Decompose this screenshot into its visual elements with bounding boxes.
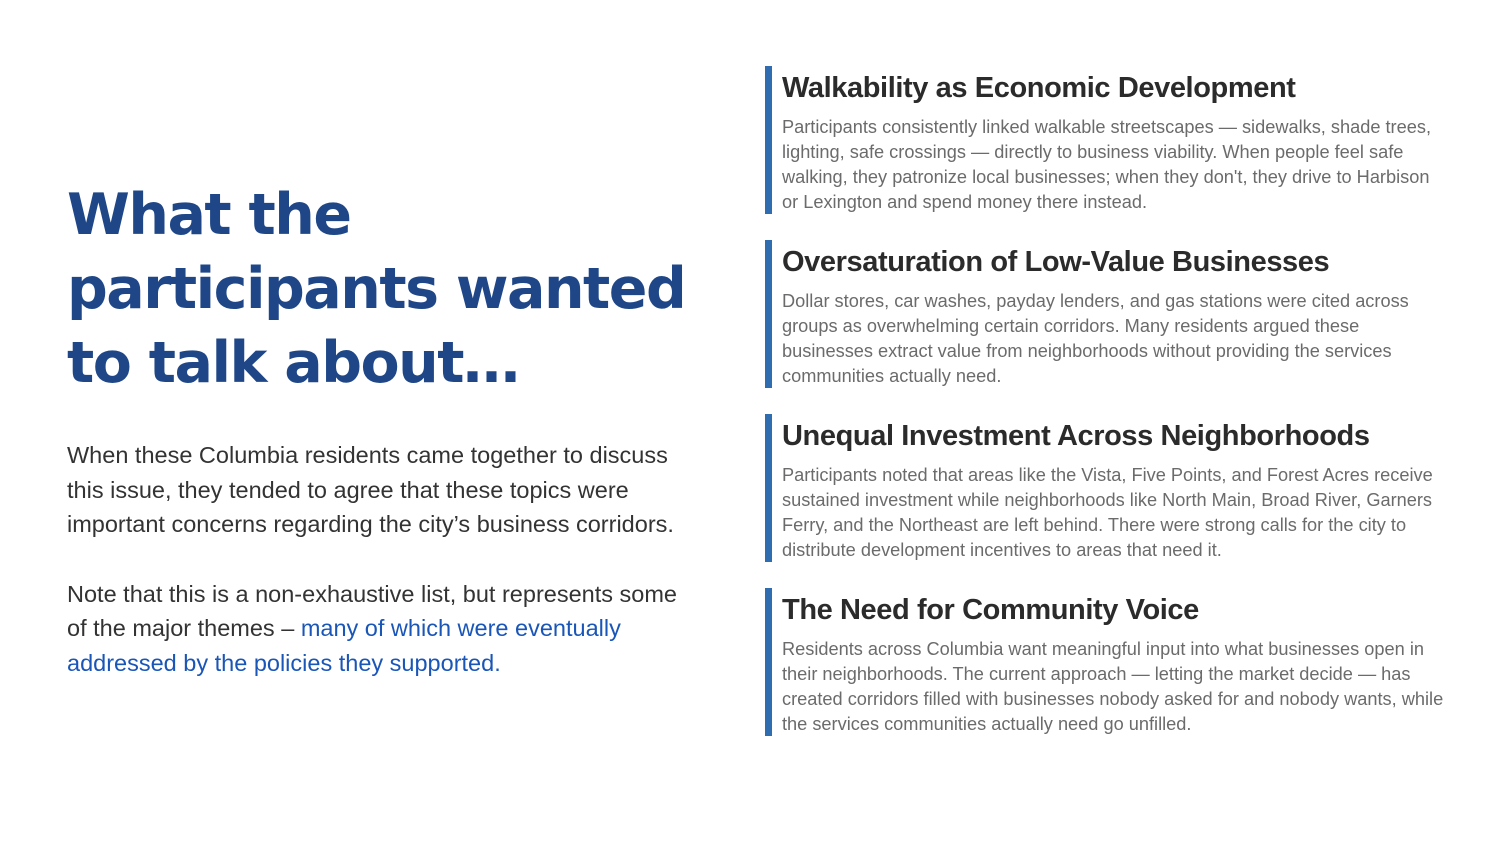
theme-description: Dollar stores, car washes, payday lenders, and gas stations were cited across groups as overwhelming certain corridors. Many residents argued these businesses extract value from neighborhoods without providing the services communities actually need.	[782, 291, 1409, 386]
theme-title: Unequal Investment Across Neighborhoods	[782, 420, 1370, 452]
page-title-line-1: What the	[67, 182, 351, 248]
intro-paragraph: When these Columbia residents came together to discuss this issue, they tended to agree that these topics were important concerns regarding the city’s business corridors.	[67, 442, 674, 537]
theme-title: Walkability as Economic Development	[782, 72, 1296, 104]
themes-list	[765, 66, 1445, 762]
theme-card-unequal-investment	[765, 414, 1445, 562]
note-paragraph	[67, 577, 687, 681]
page-title-line-2: participants wanted	[67, 256, 686, 322]
page-title-line-3: to talk about…	[67, 330, 519, 396]
page-title	[67, 178, 687, 400]
theme-title: The Need for Community Voice	[782, 594, 1199, 626]
theme-description: Participants consistently linked walkable streetscapes — sidewalks, shade trees, lighting, safe crossings — directly to business viability. When people feel safe walking, they patronize local businesses; when they don't, they drive to Harbison or Lexington and spend money there instead.	[782, 117, 1431, 212]
theme-card-oversaturation	[765, 240, 1445, 388]
theme-card-walkability	[765, 66, 1445, 214]
theme-card-community-voice	[765, 588, 1445, 736]
theme-description: Participants noted that areas like the Vista, Five Points, and Forest Acres receive sustained investment while neighborhoods like North Main, Broad River, Garners Ferry, and the Northeast are left behind. There were strong calls for the city to distribute development incentives to areas that need it.	[782, 465, 1433, 560]
theme-description: Residents across Columbia want meaningful input into what businesses open in their neighborhoods. The current approach — letting the market decide — has created corridors filled with businesses nobody asked for and nobody wants, while the services communities actually need go unfilled.	[782, 639, 1444, 734]
note-highlight-text: many of which were eventually addressed by the policies they supported.	[67, 615, 621, 676]
intro-column	[67, 178, 687, 680]
theme-title: Oversaturation of Low-Value Businesses	[782, 246, 1330, 278]
note-text: Note that this is a non-exhaustive list, but represents some of the major themes –	[67, 580, 678, 641]
